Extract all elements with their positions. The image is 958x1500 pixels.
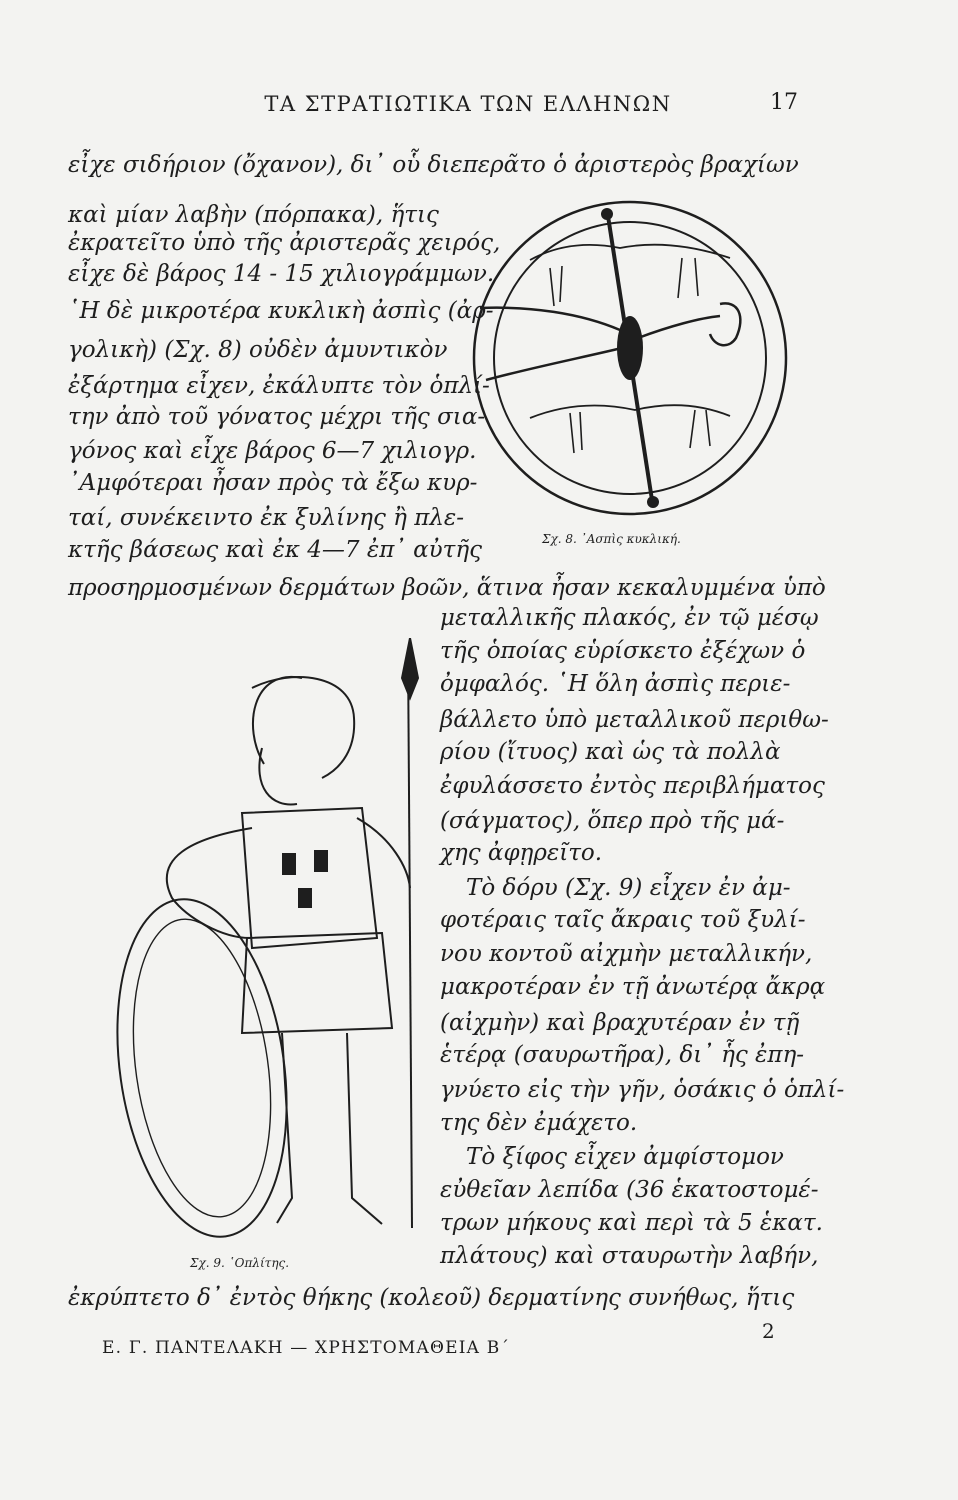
text-line: Τὸ ξίφος εἶχεν ἀμφίστομον	[466, 1144, 784, 1170]
text-line: κτῆς βάσεως καὶ ἐκ 4—7 ἐπ᾿ αὐτῆς	[68, 537, 483, 563]
cord-bottom	[530, 405, 730, 418]
running-title: ΤΑ ΣΤΡΑΤΙΩΤΙΚΑ ΤΩΝ ΕΛΛΗΝΩΝ	[264, 92, 672, 116]
legs	[277, 1033, 382, 1224]
text-line: γόνος καὶ εἶχε βάρος 6—7 χιλιογρ.	[68, 438, 477, 464]
text-line: μεταλλικῆς πλακός, ἐν τῷ μέσῳ	[440, 605, 819, 631]
text-line: ταί, συνέκειντο ἐκ ξυλίνης ἢ πλε-	[68, 505, 465, 531]
text-line: ἐκρατεῖτο ὑπὸ τῆς ἀριστερᾶς χειρός,	[68, 230, 501, 256]
beard	[259, 748, 297, 805]
text-line: ρίου (ἴτυος) καὶ ὡς τὰ πολλὰ	[440, 739, 781, 765]
text-line: Τὸ δόρυ (Σχ. 9) εἶχεν ἐν ἀμ-	[466, 875, 791, 901]
text-line: τρων μήκους καὶ περὶ τὰ 5 ἑκατ.	[440, 1210, 823, 1236]
text-line: της δὲν ἐμάχετο.	[440, 1110, 638, 1136]
text-line: προσηρμοσμένων δερμάτων βοῶν, ἅτινα ἦσαν κεκαλυμμένα ὑπὸ	[68, 575, 826, 601]
shield-figure	[470, 198, 790, 538]
figure-8-caption: Σχ. 8. ᾿Ασπὶς κυκλική.	[542, 532, 681, 546]
text-line: ῾Η δὲ μικροτέρα κυκλικὴ ἀσπὶς (ἀρ-	[68, 298, 494, 324]
text-line: πλάτους) καὶ σταυρωτὴν λαβήν,	[440, 1243, 819, 1269]
text-line: ὀμφαλός. ῾Η ὅλη ἀσπὶς περιε-	[440, 671, 791, 697]
text-line: εἶχε σιδήριον (ὄχανον), δι᾿ οὗ διεπερᾶτο ὁ ἀριστερὸς βραχίων	[68, 152, 799, 178]
text-line: ἐξάρτημα εἶχεν, ἐκάλυπτε τὸν ὁπλί-	[68, 373, 490, 399]
spear-head	[402, 638, 418, 698]
text-line: βάλλετο ὑπὸ μεταλλικοῦ περιθω-	[440, 707, 829, 733]
text-line: (σάγματος), ὅπερ πρὸ τῆς μά-	[440, 808, 785, 834]
footer-book-title: Ε. Γ. ΠΑΝΤΕΛΑΚΗ — ΧΡΗΣΤΟΜΑΘΕΙΑ Β΄	[102, 1338, 511, 1358]
text-line: ἑτέρᾳ (σαυρωτῆρα), δι᾿ ἧς ἐπη-	[440, 1042, 805, 1068]
armor-panel	[282, 853, 296, 875]
text-line: την ἀπὸ τοῦ γόνατος μέχρι τῆς σια-	[68, 404, 486, 430]
text-line: ἐκρύπτετο δ᾿ ἐντὸς θήκης (κολεοῦ) δερματίνης συνήθως, ἥτις	[68, 1285, 795, 1311]
forearm-line	[638, 316, 720, 338]
helmet	[252, 677, 354, 778]
text-line: νου κοντοῦ αἰχμὴν μεταλλικήν,	[440, 941, 813, 967]
cuirass	[242, 808, 377, 948]
text-line: (αἰχμὴν) καὶ βραχυτέραν ἐν τῇ	[440, 1010, 800, 1036]
arm-upper-line	[480, 308, 620, 330]
strap-top-ornament	[601, 208, 613, 220]
page-header	[0, 92, 958, 122]
text-line: γνύετο εἰς τὴν γῆν, ὁσάκις ὁ ὁπλί-	[440, 1077, 845, 1103]
hoplite-shield-rim	[116, 910, 288, 1225]
text-line: μακροτέραν ἐν τῇ ἀνωτέρᾳ ἄκρᾳ	[440, 974, 826, 1000]
text-line: φοτέραις ταῖς ἄκραις τοῦ ξυλί-	[440, 907, 806, 933]
hoplite-shield	[97, 888, 307, 1242]
text-line: εὐθεῖαν λεπίδα (36 ἑκατοστομέ-	[440, 1177, 819, 1203]
text-line: τῆς ὁποίας εὑρίσκετο ἐξέχων ὁ	[440, 638, 806, 664]
armor-panel	[298, 888, 312, 908]
sheet-number: 2	[762, 1319, 775, 1343]
text-line: γολικὴ) (Σχ. 8) οὐδὲν ἀμυντικὸν	[68, 337, 448, 363]
left-arm	[167, 828, 252, 938]
figure-9-caption: Σχ. 9. ῾Οπλίτης.	[190, 1256, 290, 1270]
page-number: 17	[770, 90, 798, 115]
text-line: καὶ μίαν λαβὴν (πόρπακα), ἥτις	[68, 202, 439, 228]
text-line: ἐφυλάσσετο ἐντὸς περιβλήματος	[440, 773, 825, 799]
cord-top	[530, 245, 730, 260]
text-line: ᾿Αμφότεραι ἦσαν πρὸς τὰ ἔξω κυρ-	[68, 470, 478, 496]
text-line: χης ἀφῃρεῖτο.	[440, 840, 603, 866]
tassels-top	[550, 258, 698, 306]
armor-panel	[314, 850, 328, 872]
shield-boss	[617, 316, 643, 380]
hoplite-figure	[92, 638, 440, 1242]
hand-grip	[710, 303, 740, 345]
spear-shaft	[408, 648, 412, 1228]
arm-lower-line	[486, 348, 622, 380]
strap-bottom-ornament	[647, 496, 659, 508]
text-line: εἶχε δὲ βάρος 14 - 15 χιλιογράμμων.	[68, 261, 495, 287]
